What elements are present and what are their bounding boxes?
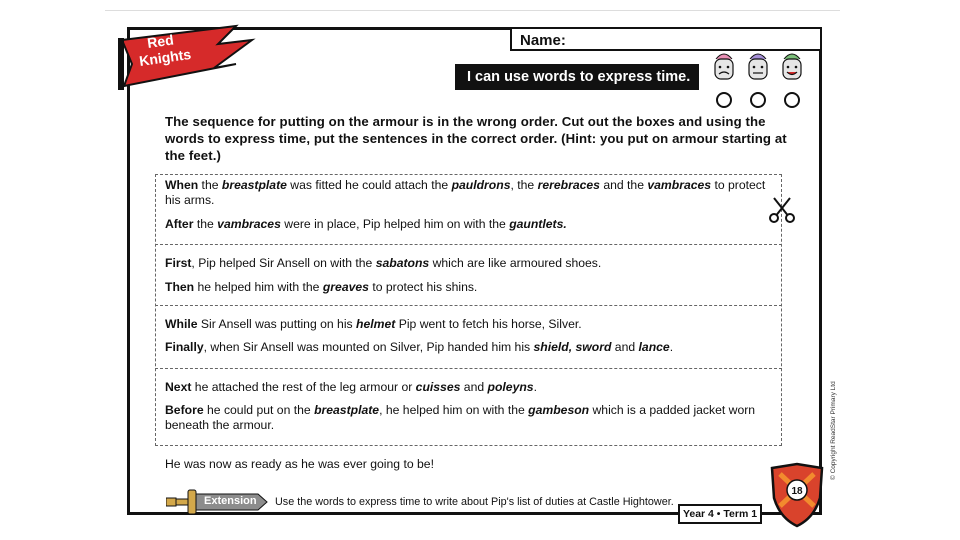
box1-line1: When the breastplate was fitted he could attach the pauldrons, the rerebraces and the vambraces to protect his arms. xyxy=(165,178,766,207)
extension-label: Extension xyxy=(204,495,257,507)
box3-line2: Finally, when Sir Ansell was mounted on Silver, Pip handed him his shield, sword and lance. xyxy=(165,340,674,354)
box2-line2: Then he helped him with the greaves to protect his shins. xyxy=(165,280,478,294)
shield-icon xyxy=(766,462,828,528)
learning-objective: I can use words to express time. xyxy=(455,64,699,90)
knight-happy-icon xyxy=(783,54,801,107)
cut-line xyxy=(155,368,782,369)
knight-neutral-icon xyxy=(749,54,767,107)
name-label: Name: xyxy=(520,32,566,49)
page-number: 18 xyxy=(791,486,803,497)
cut-line xyxy=(155,244,782,245)
red-knights-flag-badge xyxy=(118,22,258,92)
name-field[interactable] xyxy=(510,27,822,51)
instructions-text: The sequence for putting on the armour is in the wrong order. Cut out the boxes and using the words to express time, put the sentences in the correct order. (Hint: you put on armour starting at the feet.) xyxy=(165,114,787,163)
self-assessment-knights xyxy=(706,51,814,111)
page-top-rule xyxy=(105,10,840,11)
extension-text: Use the words to express time to write about Pip's list of duties at Castle Hightower. xyxy=(275,496,674,508)
box4-line2: Before he could put on the breastplate, he helped him on with the gambeson which is a padded jacket worn beneath the armour. xyxy=(165,403,756,432)
knight-sad-icon xyxy=(715,54,733,107)
badge-line2: Knights xyxy=(138,45,193,69)
box4-line1: Next he attached the rest of the leg armour or cuisses and poleyns. xyxy=(165,380,537,394)
scissors-icon xyxy=(768,196,796,224)
year-term-badge: Year 4 • Term 1 xyxy=(678,504,762,524)
closing-sentence: He was now as ready as he was ever going to be! xyxy=(165,457,434,471)
badge-line1: Red xyxy=(146,31,175,51)
box1-line2: After the vambraces were in place, Pip helped him on with the gauntlets. xyxy=(165,217,567,231)
box2-line1: First, Pip helped Sir Ansell on with the sabatons which are like armoured shoes. xyxy=(165,256,602,270)
cut-line xyxy=(155,305,782,306)
box3-line1: While Sir Ansell was putting on his helmet Pip went to fetch his horse, Silver. xyxy=(165,317,582,331)
copyright-notice: © Copyright ReadStar Primary Ltd xyxy=(830,381,837,480)
